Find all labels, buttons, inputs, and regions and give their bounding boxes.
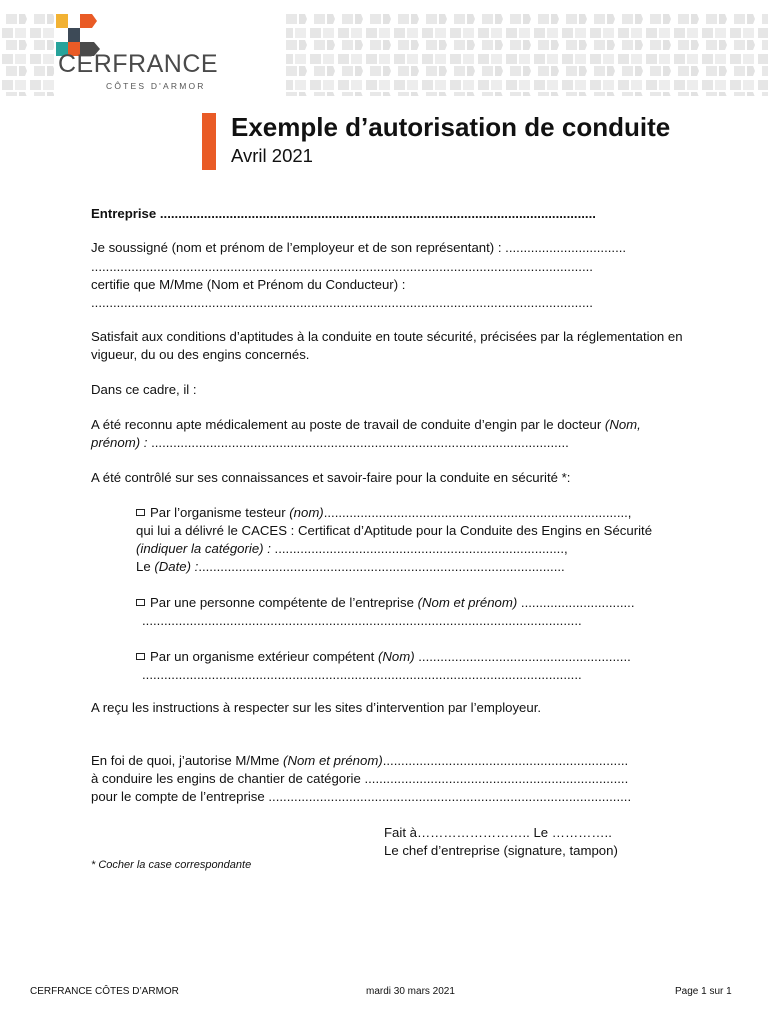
- date-line: [136, 559, 565, 575]
- org-testeur-nom: (nom): [289, 505, 324, 520]
- org-ext-nom: (Nom): [377, 649, 415, 664]
- org-ext-dots-line: ........................................................................................................................: [142, 667, 582, 682]
- org-ext-text: Par un organisme extérieur compétent: [150, 649, 378, 664]
- footer-date: mardi 30 mars 2021: [366, 986, 455, 997]
- cerfrance-logo: [54, 14, 286, 96]
- checkbox-personne-competente: [136, 599, 145, 606]
- satisfait-line-2: vigueur, du ou des engins concernés.: [91, 347, 310, 362]
- title-accent-bar: [202, 113, 216, 170]
- compte-line: pour le compte de l’entreprise ...................................................................................................: [91, 789, 632, 804]
- page-subtitle: Avril 2021: [231, 145, 313, 166]
- foi-text: En foi de quoi, j’autorise M/Mme: [91, 753, 284, 768]
- personne-dots: ...............................: [517, 595, 635, 610]
- foi-nom: (Nom et prénom): [283, 753, 383, 768]
- date-le: Le: [136, 559, 155, 574]
- apte-nom: (Nom,: [604, 417, 641, 432]
- apte-line-2: [91, 435, 569, 451]
- categorie-label: (indiquer la catégorie) :: [136, 541, 271, 556]
- checkbox-organisme-exterieur: [136, 653, 145, 660]
- chef-line: Le chef d’entreprise (signature, tampon): [384, 843, 618, 858]
- org-testeur-dots: ...................................................................................,: [323, 505, 632, 520]
- logo-subtitle: CÔTES D'ARMOR: [106, 81, 206, 91]
- page-title: Exemple d’autorisation de conduite: [231, 112, 671, 142]
- caces-line: qui lui a délivré le CACES : Certificat d’Aptitude pour la Conduite des Engins en Sécurité: [136, 523, 653, 538]
- entreprise-label: Entreprise: [91, 206, 157, 221]
- option-personne-competente: [136, 595, 635, 611]
- date-dots: ....................................................................................................: [198, 559, 565, 574]
- org-ext-dots: ..........................................................: [414, 649, 631, 664]
- footnote: * Cocher la case correspondante: [91, 859, 252, 871]
- date-label: (Date) :: [154, 559, 199, 574]
- option-organisme-exterieur: [136, 649, 631, 665]
- entreprise-dots: .......................................................................................................................: [156, 206, 596, 221]
- apte-line-1: [91, 417, 641, 433]
- certifie-dots: .........................................................................................................................................: [91, 295, 593, 310]
- org-testeur-text: Par l’organisme testeur: [150, 505, 290, 520]
- apte-prenom: prénom) :: [91, 435, 148, 450]
- instructions-line: A reçu les instructions à respecter sur les sites d’intervention par l’employeur.: [91, 700, 542, 715]
- apte-text: A été reconnu apte médicalement au poste de travail de conduite d’engin par le docteur: [91, 417, 605, 432]
- foi-dots: ...................................................................: [382, 753, 629, 768]
- soussigne-line: Je soussigné (nom et prénom de l’employeur et de son représentant) : .................................: [91, 240, 627, 255]
- header-banner: [0, 0, 768, 96]
- categorie-line: [136, 541, 568, 557]
- soussigne-dots: .........................................................................................................................................: [91, 259, 593, 274]
- personne-text: Par une personne compétente de l’entreprise: [150, 595, 418, 610]
- satisfait-line-1: Satisfait aux conditions d’aptitudes à la conduite en toute sécurité, précisées par la réglementation en: [91, 329, 683, 344]
- logo-name: CERFRANCE: [58, 50, 219, 78]
- personne-dots-line: ........................................................................................................................: [142, 613, 582, 628]
- foi-line: [91, 753, 628, 769]
- certifie-line: certifie que M/Mme (Nom et Prénom du Conducteur) :: [91, 277, 406, 292]
- entreprise-line: [91, 206, 596, 222]
- categorie-dots: ...............................................................................,: [270, 541, 568, 556]
- checkbox-organisme-testeur: [136, 509, 145, 516]
- apte-dots: ..................................................................................................................: [147, 435, 569, 450]
- controle-line: A été contrôlé sur ses connaissances et savoir-faire pour la conduite en sécurité *:: [91, 470, 571, 485]
- fait-line: Fait à…………………….. Le …………..: [384, 825, 612, 840]
- personne-nom: (Nom et prénom): [417, 595, 518, 610]
- footer-page: Page 1 sur 1: [675, 986, 732, 997]
- option-organisme-testeur: [136, 505, 631, 521]
- footer-left: CERFRANCE CÔTES D’ARMOR: [30, 986, 179, 997]
- dans-ce-cadre: Dans ce cadre, il :: [91, 382, 197, 397]
- conduire-line: à conduire les engins de chantier de catégorie ........................................................................: [91, 771, 629, 786]
